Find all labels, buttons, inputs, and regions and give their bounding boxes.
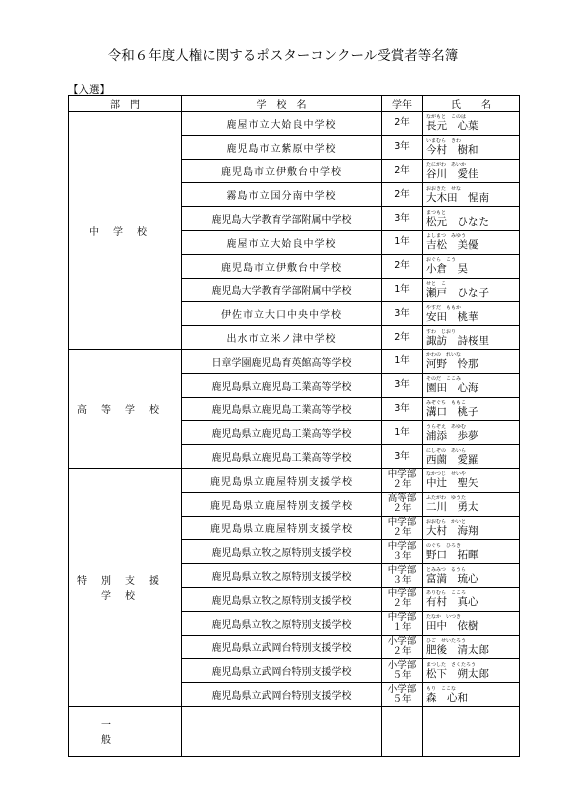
- name-reading: うらぞえ あゆむ: [426, 423, 467, 430]
- student-name: 有村 真心: [426, 596, 479, 609]
- school-name: 鹿児島県立牧之原特別支援学校: [182, 611, 382, 635]
- name-reading: ありむら こころ: [426, 590, 467, 597]
- name-reading: たにがわ あいか: [426, 161, 467, 168]
- school-name: 日章学園鹿児島育英館高等学校: [182, 349, 382, 373]
- student-name: 大村 海翔: [426, 524, 479, 537]
- student-name: 二川 勇太: [426, 501, 479, 514]
- student-cell: [423, 326, 520, 350]
- student-cell: [423, 373, 520, 397]
- name-reading: とみみつ るうら: [426, 566, 466, 573]
- grade: 1年: [382, 421, 423, 445]
- school-name: 鹿児島市立伊敷台中学校: [182, 254, 382, 278]
- name-reading: いまむら きわ: [426, 138, 462, 145]
- student-name: 肥後 清太郎: [426, 643, 489, 656]
- division-special: 特別支援学校: [69, 468, 182, 706]
- school-name: 鹿児島県立鹿屋特別支援学校: [182, 492, 382, 516]
- school-name: 鹿児島市立伊敷台中学校: [182, 159, 382, 183]
- grade: 2年: [382, 326, 423, 350]
- grade: 1年: [382, 349, 423, 373]
- student-name: 小倉 昊: [426, 263, 468, 276]
- school-name: 鹿児島県立武岡台特別支援学校: [182, 635, 382, 659]
- grade: 2年: [382, 112, 423, 136]
- student-cell: [423, 207, 520, 231]
- student-name: 松元 ひなた: [426, 215, 489, 228]
- student-name: 谷川 愛佳: [426, 167, 479, 180]
- school-name: 鹿児島市立紫原中学校: [182, 135, 382, 159]
- grade: 中学部 ２年: [382, 516, 423, 540]
- school-name: 鹿屋市立大姶良中学校: [182, 112, 382, 136]
- name-reading: もり ここな: [426, 685, 457, 692]
- name-reading: たなか いつき: [426, 614, 462, 621]
- student-cell: [423, 278, 520, 302]
- name-reading: おぐら こう: [426, 257, 457, 264]
- grade: 小学部 ５年: [382, 659, 423, 683]
- student-cell: [423, 349, 520, 373]
- student-cell: [423, 587, 520, 611]
- name-reading: のぐち ひろき: [426, 542, 462, 549]
- student-cell: [423, 397, 520, 421]
- student-name: 溝口 桃子: [426, 405, 479, 418]
- student-cell: [423, 112, 520, 136]
- school-name: 鹿児島県立鹿児島工業高等学校: [182, 445, 382, 469]
- grade: 3年: [382, 302, 423, 326]
- grade: 中学部 １年: [382, 611, 423, 635]
- school-name: 鹿児島県立牧之原特別支援学校: [182, 587, 382, 611]
- school-name: 鹿児島県立武岡台特別支援学校: [182, 683, 382, 707]
- school-name: 鹿児島県立武岡台特別支援学校: [182, 659, 382, 683]
- student-cell: [423, 564, 520, 588]
- name-reading: かわの れいな: [426, 352, 462, 359]
- student-name: 今村 樹和: [426, 144, 479, 157]
- school-name: 鹿児島大学教育学部附属中学校: [182, 207, 382, 231]
- school-name: 鹿児島県立鹿児島工業高等学校: [182, 397, 382, 421]
- table-header-row: [69, 96, 520, 112]
- name-reading: そのだ ここみ: [426, 376, 462, 383]
- grade: 高等部 ２年: [382, 492, 423, 516]
- student-cell: [423, 254, 520, 278]
- student-name: 松下 朔太郎: [426, 667, 489, 680]
- grade: 3年: [382, 207, 423, 231]
- grade: 3年: [382, 445, 423, 469]
- name-reading: ながもと このは: [426, 114, 467, 121]
- division-general: 一般: [69, 706, 182, 756]
- grade: 2年: [382, 159, 423, 183]
- student-cell: [423, 540, 520, 564]
- school-name: 鹿児島県立鹿屋特別支援学校: [182, 468, 382, 492]
- student-name: 大木田 惺南: [426, 191, 489, 204]
- grade: 中学部 ２年: [382, 587, 423, 611]
- school-name: 伊佐市立大口中央中学校: [182, 302, 382, 326]
- school-name: 出水市立米ノ津中学校: [182, 326, 382, 350]
- grade: 1年: [382, 278, 423, 302]
- student-name: 安田 桃華: [426, 310, 479, 323]
- school-name: 鹿児島大学教育学部附属中学校: [182, 278, 382, 302]
- student-cell: [423, 230, 520, 254]
- student-cell: [423, 421, 520, 445]
- student-name: 長元 心葉: [426, 120, 479, 133]
- grade: 中学部 ２年: [382, 468, 423, 492]
- name-reading: なかつじ せいや: [426, 471, 467, 478]
- grade: 3年: [382, 373, 423, 397]
- name-reading: ふたがわ ゆうた: [426, 495, 467, 502]
- student-cell: [423, 611, 520, 635]
- empty-name: [423, 706, 520, 756]
- school-name: 鹿児島県立鹿屋特別支援学校: [182, 516, 382, 540]
- name-reading: すわ じおり: [426, 328, 457, 335]
- student-cell: [423, 135, 520, 159]
- table-row-general: [69, 706, 520, 756]
- name-reading: せと こ: [426, 280, 447, 287]
- student-name: 河野 怜那: [426, 358, 479, 371]
- student-name: 瀬戸 ひな子: [426, 286, 489, 299]
- student-name: 園田 心海: [426, 382, 479, 395]
- name-reading: みぞぐち ももこ: [426, 399, 467, 406]
- name-reading: おおきた せな: [426, 185, 462, 192]
- section-label: 【入選】: [68, 84, 110, 96]
- table-row: [69, 112, 520, 136]
- student-cell: [423, 683, 520, 707]
- student-cell: [423, 516, 520, 540]
- grade: 3年: [382, 135, 423, 159]
- division-jhs: 中学校: [69, 112, 182, 350]
- student-name: 吉松 美優: [426, 239, 479, 252]
- student-name: 富満 琉心: [426, 572, 479, 585]
- student-name: 浦添 歩夢: [426, 429, 479, 442]
- student-name: 西薗 愛羅: [426, 453, 479, 466]
- student-cell: [423, 659, 520, 683]
- table-body: [69, 112, 520, 757]
- name-reading: やすだ ももか: [426, 304, 462, 311]
- header-name: 氏 名: [423, 96, 520, 112]
- student-cell: [423, 445, 520, 469]
- table-row: [69, 468, 520, 492]
- student-name: 森 心和: [426, 691, 468, 704]
- student-cell: [423, 183, 520, 207]
- student-cell: [423, 635, 520, 659]
- name-reading: まつした さくたろう: [426, 661, 477, 668]
- school-name: 鹿児島県立鹿児島工業高等学校: [182, 373, 382, 397]
- name-reading: おおむら かいと: [426, 518, 467, 525]
- school-name: 鹿児島県立牧之原特別支援学校: [182, 540, 382, 564]
- school-name: 鹿屋市立大姶良中学校: [182, 230, 382, 254]
- grade: 3年: [382, 397, 423, 421]
- header-school: 学 校 名: [182, 96, 382, 112]
- award-table: [68, 95, 520, 757]
- grade: 中学部 ３年: [382, 540, 423, 564]
- empty-school: [182, 706, 382, 756]
- empty-grade: [382, 706, 423, 756]
- name-reading: ひご せいたろう: [426, 637, 467, 644]
- student-cell: [423, 492, 520, 516]
- header-division: 部 門: [69, 96, 182, 112]
- grade: 小学部 ２年: [382, 635, 423, 659]
- student-name: 諏訪 詩桜里: [426, 334, 489, 347]
- school-name: 霧島市立国分南中学校: [182, 183, 382, 207]
- name-reading: にしぞの あいら: [426, 447, 467, 454]
- header-year: 学年: [382, 96, 423, 112]
- division-hs: 高等学校: [69, 349, 182, 468]
- grade: 2年: [382, 183, 423, 207]
- student-name: 野口 拓暉: [426, 548, 479, 561]
- student-name: 田中 依樹: [426, 620, 479, 633]
- student-cell: [423, 468, 520, 492]
- name-reading: まつもと: [426, 209, 447, 216]
- grade: 中学部 ３年: [382, 564, 423, 588]
- school-name: 鹿児島県立牧之原特別支援学校: [182, 564, 382, 588]
- student-name: 中辻 聖矢: [426, 477, 479, 490]
- school-name: 鹿児島県立鹿児島工業高等学校: [182, 421, 382, 445]
- grade: 小学部 ５年: [382, 683, 423, 707]
- page-title: 令和６年度人権に関するポスターコンクール受賞者等名簿: [107, 48, 459, 64]
- student-cell: [423, 159, 520, 183]
- grade: 1年: [382, 230, 423, 254]
- student-cell: [423, 302, 520, 326]
- table-row: [69, 349, 520, 373]
- grade: 2年: [382, 254, 423, 278]
- name-reading: よしまつ みゆう: [426, 233, 467, 240]
